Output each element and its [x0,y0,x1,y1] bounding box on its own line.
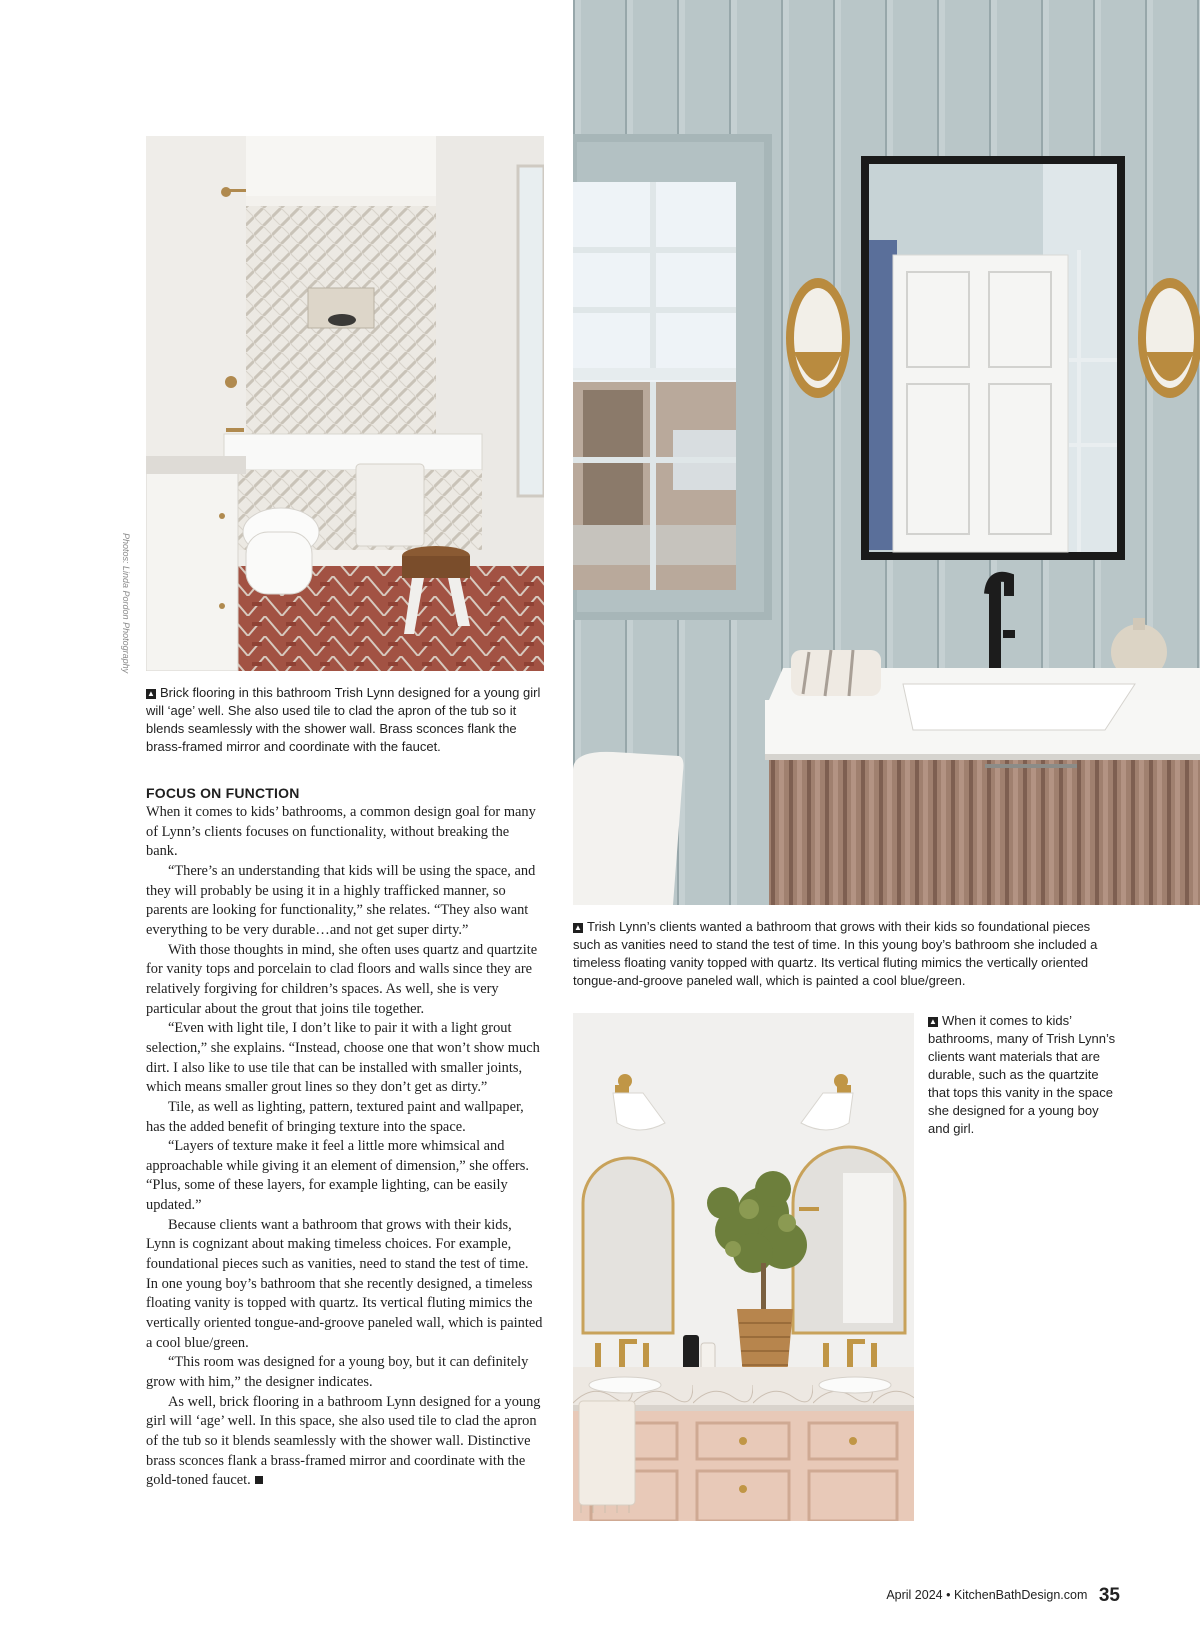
article-paragraph-text: As well, brick flooring in a bathroom Lynn designed for a young girl will ‘age’ well. In this space, she also used tile to clad the apron of the tub so it blends seamlessly with the shower wall. Distinctive brass sconces flank a brass-framed mirror and coordinate with the gold-toned faucet. [146,1393,541,1489]
article-body [146,784,544,1491]
caption-text: When it comes to kids’ bathrooms, many of Trish Lynn’s clients want materials that are durable, such as the quartzite that tops this vanity in the space she designed for a young boy and girl. [928,1013,1116,1136]
footer-separator: • [946,1588,951,1602]
caption-double-vanity [928,1012,1118,1138]
caption-text: Trish Lynn’s clients wanted a bathroom that grows with their kids so foundational pieces such as vanities need to stand the test of time. In this young boy’s bathroom she included a timeless floating vanity topped with quartz. Its vertical fluting mimics the vertically oriented tongue-and-groove paneled wall, which is painted a cool blue/green. [573,919,1098,988]
photo-credit: Photos: Linda Pordon Photography [121,533,131,674]
photo-pointer-icon: ▲ [929,1017,937,1026]
caption-brick-floor [146,684,546,756]
page-number: 35 [1098,1585,1120,1606]
issue-date: April 2024 [886,1588,943,1602]
photo-blue-fluted-vanity [573,0,1200,905]
photo-double-vanity [573,1013,914,1521]
article-paragraph: “Layers of texture make it feel a little more whimsical and approachable while giving it an element of dimension,” she offers. “Plus, some of these layers, for example lighting, can be easily updated.” [146,1138,529,1214]
caption-text: Brick flooring in this bathroom Trish Lynn designed for a young girl will ‘age’ well. She also used tile to clad the apron of the tub so it blends seamlessly with the shower wall. Brass sconces flank the brass-framed mirror and coordinate with the faucet. [146,685,541,754]
article-paragraph: When it comes to kids’ bathrooms, a common design goal for many of Lynn’s clients focuses on functionality, without breaking the bank. [146,804,536,860]
photo-brick-floor-bathroom [146,136,544,671]
photo-pointer-icon: ▲ [574,923,582,932]
article-paragraph: “This room was designed for a young boy, but it can definitely grow with him,” the designer indicates. [146,1354,529,1391]
section-heading: FOCUS ON FUNCTION [146,785,300,801]
article-paragraph-last [146,1393,544,1491]
article-paragraph: “There’s an understanding that kids will be using the space, and they will probably be using it in a highly trafficked manner, so parents are looking for functionality,” she relates. “They also want everything to be very durable…and not get super dirty.” [146,862,536,938]
page-footer [820,1585,1120,1607]
caption-fluted-vanity [573,918,1113,990]
photo-pointer-icon: ▲ [147,689,155,698]
article-paragraph: Tile, as well as lighting, pattern, textured paint and wallpaper, has the added benefit of bringing texture into the space. [146,1098,524,1135]
end-mark-icon [255,1476,263,1484]
article-paragraph: “Even with light tile, I don’t like to pair it with a light grout selection,” she explains. “Instead, choose one that won’t show much dirt. I also like to use tile that can be installed with smaller joints, which means smaller grout lines so they don’t get as dirty.” [146,1020,540,1096]
article-paragraph: Because clients want a bathroom that grows with their kids, Lynn is cognizant about making timeless choices. For example, foundational pieces such as vanities, need to stand the test of time. In one young boy’s bathroom that she recently designed, a timeless floating vanity is topped with quartz. Its vertical fluting mimics the vertically oriented tongue-and-groove paneled wall, which is painted a cool blue/green. [146,1216,543,1351]
website: KitchenBathDesign.com [953,1588,1088,1602]
article-paragraph: With those thoughts in mind, she often uses quartz and quartzite for vanity tops and porcelain to clad floors and walls since they are relatively forgiving for children’s spaces. As well, she is very particular about the grout that joins tile together. [146,941,538,1017]
